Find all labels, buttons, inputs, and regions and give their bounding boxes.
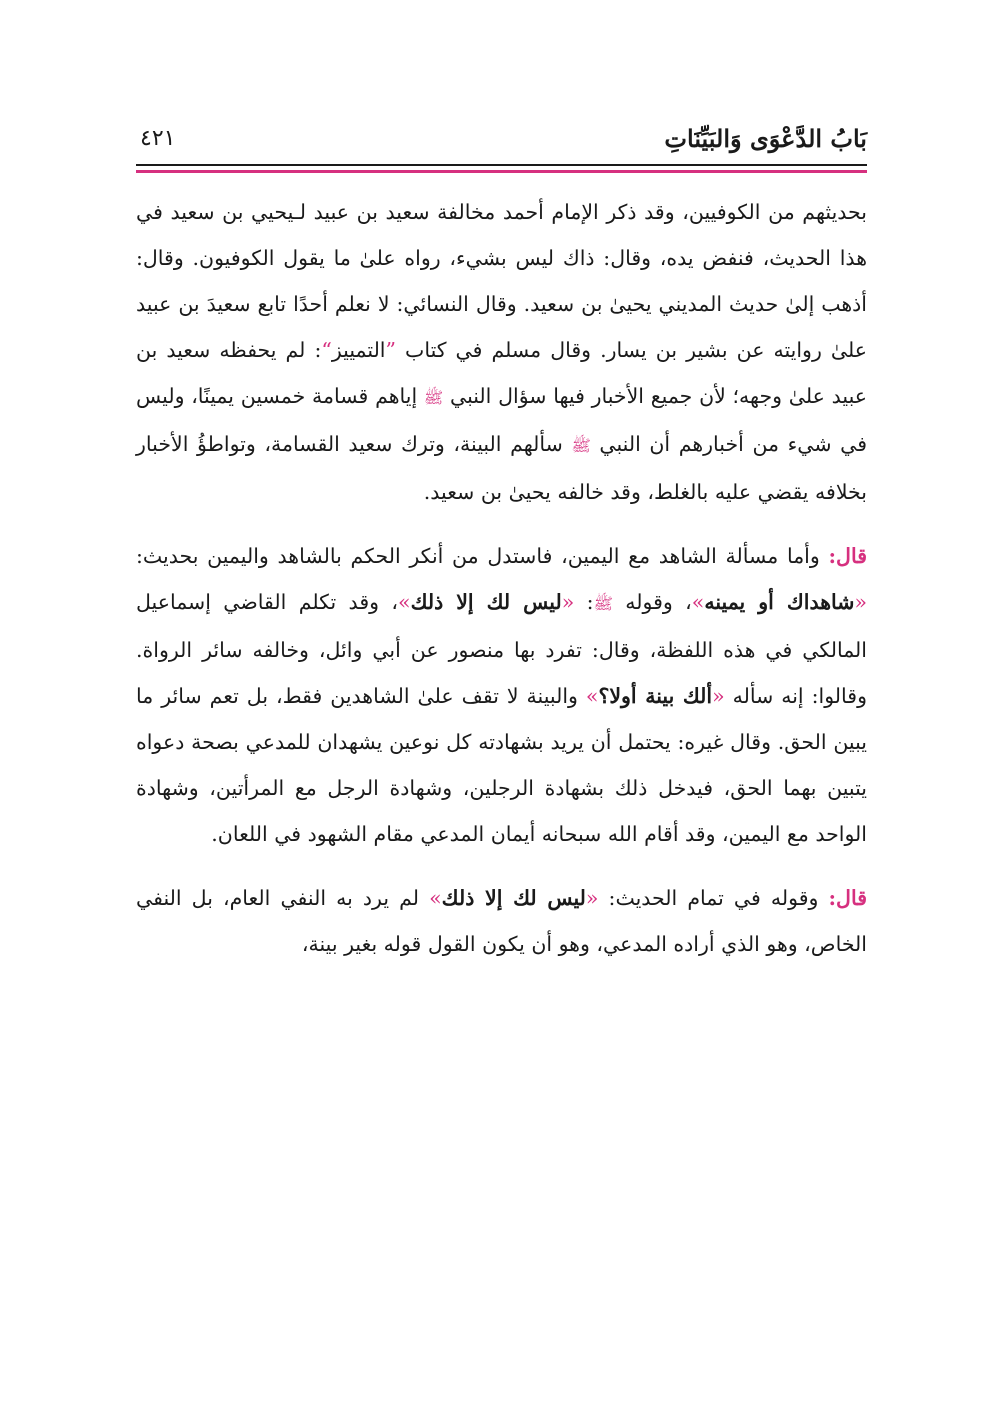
salla-symbol: ﷺ bbox=[571, 436, 591, 455]
quote-mark: ” bbox=[385, 338, 396, 362]
salla-symbol: ﷺ bbox=[593, 594, 613, 613]
quote-mark: « bbox=[712, 684, 725, 708]
quote-mark: « bbox=[585, 886, 599, 910]
quote-mark: » bbox=[691, 590, 705, 614]
text-run: بحديثهم من الكوفيين، وقد ذكر الإمام أحمد مخالفة سعيد بن عبيد لـيحيي بن سعيد في هذا الحديث، فنفض يده، وقال: ذاك ليس بشيء، رواه علىٰ ما يقول الكوفيون. وقال: أذهب إلىٰ حديث المديني يحيىٰ بن سعيد. وقال النسائي: لا نعلم أحدًا تابع سعيدَ بن عبيد علىٰ روايته عن بشير بن يسار. وقال مسلم في كتاب bbox=[136, 200, 867, 362]
text-run: ، وقوله bbox=[612, 590, 692, 614]
text-run: إياهم قسامة خمسين يمينًا، وليس في شيء من أخبارهم أن النبي bbox=[136, 384, 867, 456]
text-run: وأما مسألة الشاهد مع اليمين، فاستدل من أنكر الحكم بالشاهد واليمين بحديث: bbox=[136, 544, 829, 568]
page bbox=[136, 118, 867, 967]
quote-mark: « bbox=[561, 590, 575, 614]
hadith-quote: شاهداك أو يمينه bbox=[704, 590, 855, 614]
hadith-quote: ليس لك إلا ذلك bbox=[441, 886, 586, 910]
quote-mark: “ bbox=[321, 338, 332, 362]
paragraph bbox=[136, 189, 867, 515]
body-text bbox=[136, 189, 867, 967]
text-run: : bbox=[574, 590, 594, 614]
text-run: وقوله في تمام الحديث: bbox=[598, 886, 829, 910]
header-rule bbox=[136, 164, 867, 166]
salla-symbol: ﷺ bbox=[423, 388, 444, 407]
page-number: ٤٢١ bbox=[140, 126, 176, 151]
text-run: ، وقد تكلم القاضي إسماعيل المالكي في هذه اللفظة، وقال: تفرد بها منصور عن أبي وائل، وخالفه سائر الرواة. وقالوا: إنه سأله bbox=[136, 590, 867, 708]
quote-mark: » bbox=[585, 684, 599, 708]
quote-mark: « bbox=[854, 590, 867, 614]
text-run: التمييز bbox=[331, 338, 386, 362]
text-run: : لم يحفظه سعيد بن عبيد علىٰ وجهه؛ لأن جميع الأخبار فيها سؤال النبي bbox=[136, 338, 867, 408]
quote-mark: » bbox=[429, 886, 442, 910]
qala-label: قال: bbox=[828, 544, 867, 568]
header-accent-rule bbox=[136, 170, 867, 173]
text-run: لم يرد به النفي العام، بل النفي الخاص، وهو الذي أراده المدعي، وهو أن يكون القول قوله بغير بينة، bbox=[136, 886, 867, 956]
hadith-quote: ليس لك إلا ذلك bbox=[410, 590, 562, 614]
chapter-title: بَابُ الدَّعْوَى وَالبَيِّنَاتِ bbox=[664, 124, 867, 153]
text-run: والبينة لا تقف علىٰ الشاهدين فقط، بل تعم سائر ما يبين الحق. وقال غيره: يحتمل أن يريد بشهادته كل نوعين يشهدان للمدعي بصحة دعواه يتبين بهما الحق، فيدخل ذلك بشهادة الرجلين، وشهادة الرجل مع المرأتين، وشهادة الواحد مع اليمين، وقد أقام الله سبحانه أيمان المدعي مقام الشهود في اللعان. bbox=[136, 684, 867, 846]
running-header bbox=[136, 118, 867, 160]
qala-label: قال: bbox=[828, 886, 867, 910]
hadith-quote: ألك بينة أولا؟ bbox=[598, 684, 713, 708]
paragraph bbox=[136, 533, 867, 857]
quote-mark: » bbox=[398, 590, 411, 614]
paragraph bbox=[136, 875, 867, 967]
text-run: سألهم البينة، وترك سعيد القسامة، وتواطؤُ الأخبار بخلافه يقضي عليه بالغلط، وقد خالفه يحيىٰ بن سعيد. bbox=[136, 432, 867, 504]
